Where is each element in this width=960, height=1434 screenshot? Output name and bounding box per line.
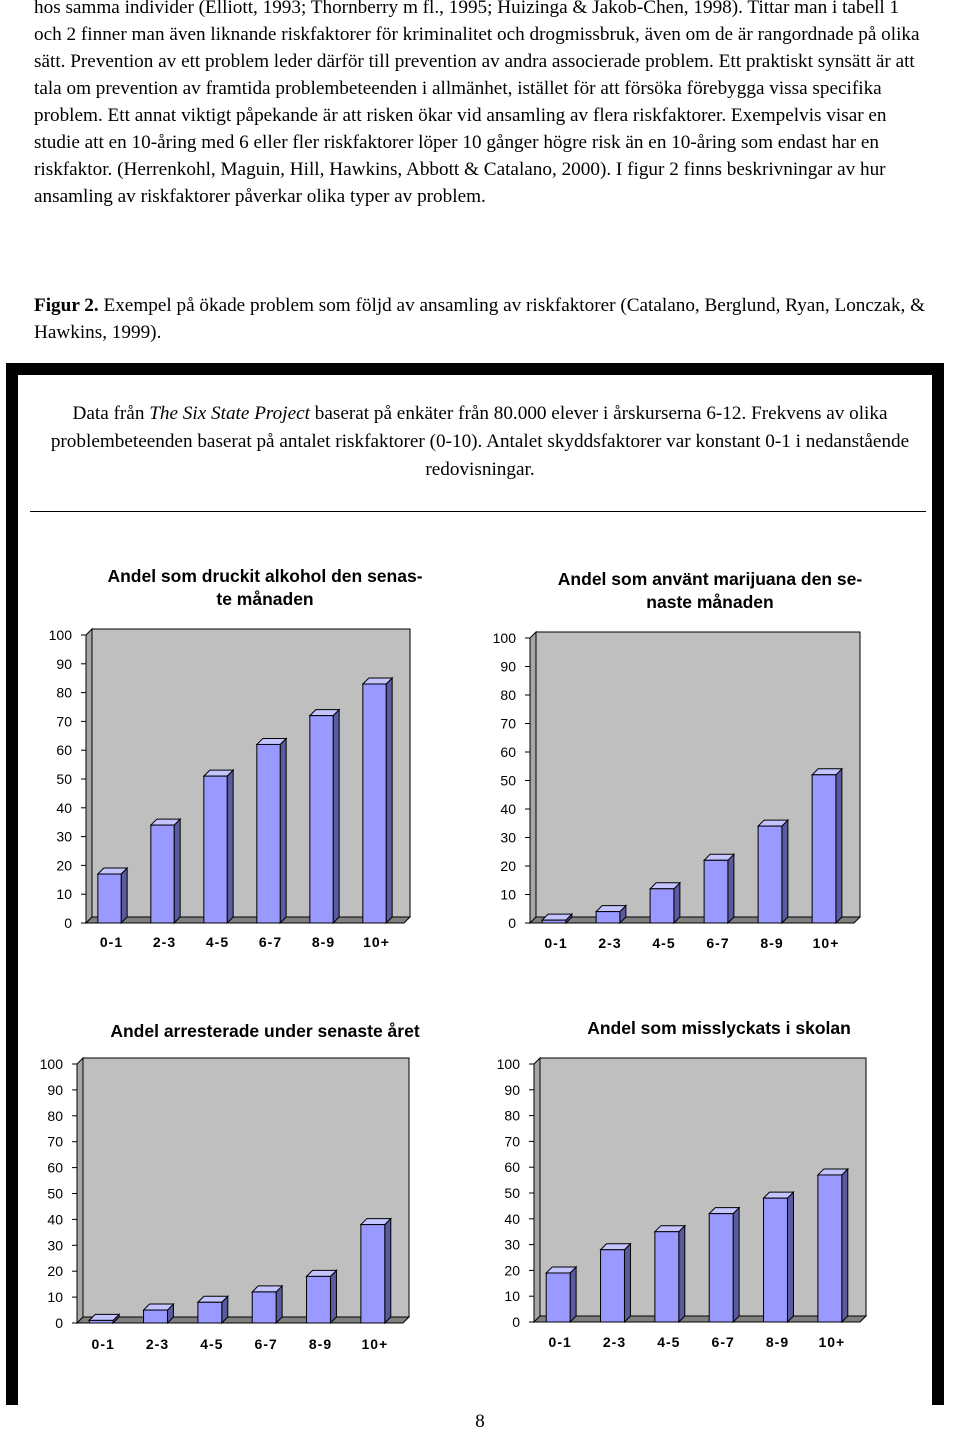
- y-tick-label: 70: [47, 1133, 63, 1150]
- y-tick-label: 0: [55, 1315, 63, 1331]
- y-tick-label: 80: [504, 1107, 520, 1124]
- bar-side: [674, 883, 680, 923]
- bar: [98, 868, 127, 923]
- y-tick-label: 100: [39, 1056, 63, 1072]
- y-tick-label: 20: [500, 858, 516, 874]
- bar-side: [624, 1244, 630, 1322]
- bar: [818, 1169, 848, 1322]
- x-tick-label: 10+: [363, 934, 390, 950]
- x-tick-label: 4-5: [652, 935, 676, 951]
- x-tick-label: 2-3: [145, 1336, 170, 1352]
- bar-top: [252, 1286, 282, 1292]
- figure-intro: [30, 400, 930, 484]
- bar: [151, 819, 180, 923]
- x-tick-label: 10+: [812, 935, 840, 951]
- bar: [198, 1296, 228, 1323]
- y-tick-label: 100: [492, 630, 516, 646]
- plot-floor: [77, 1317, 409, 1323]
- bar-top: [709, 1208, 739, 1214]
- y-tick-label: 30: [56, 828, 72, 845]
- figure-caption-text: Exempel på ökade problem som följd av ansamling av riskfaktorer (Catalano, Berglund, Ryan, Lonczak, & Hawkins, 1999).: [34, 295, 926, 343]
- bar-top: [307, 1270, 337, 1276]
- bar-side: [679, 1226, 685, 1322]
- y-tick-label: 80: [47, 1107, 63, 1124]
- y-tick-label: 0: [64, 915, 72, 931]
- bar-front: [709, 1214, 733, 1322]
- x-tick-label: 8-9: [308, 1336, 333, 1352]
- bar-front: [542, 920, 566, 923]
- y-tick-label: 50: [504, 1185, 520, 1201]
- bar-front: [307, 1276, 331, 1323]
- chart-marijuana: [478, 560, 908, 960]
- y-tick-label: 10: [500, 886, 516, 903]
- plot-floor: [534, 1316, 866, 1322]
- bar-front: [655, 1232, 679, 1322]
- chart-title-line: Andel som misslyckats i skolan: [587, 1018, 851, 1038]
- y-tick-label: 40: [504, 1210, 520, 1227]
- y-tick-label: 0: [508, 915, 516, 931]
- plot-side-wall: [530, 632, 536, 923]
- x-tick-label: 0-1: [548, 1334, 572, 1350]
- bar: [252, 1286, 282, 1323]
- bar: [655, 1226, 685, 1322]
- bar: [812, 769, 842, 923]
- bar-top: [812, 769, 842, 775]
- bar-front: [812, 775, 836, 923]
- y-tick-label: 90: [500, 658, 516, 675]
- bar-top: [818, 1169, 848, 1175]
- y-tick-label: 70: [504, 1133, 520, 1150]
- bar-front: [764, 1198, 788, 1322]
- y-tick-label: 70: [56, 713, 72, 730]
- bar: [310, 710, 339, 923]
- x-tick-label: 6-7: [258, 934, 283, 950]
- figure-caption: [34, 292, 929, 346]
- bar-side: [836, 769, 842, 923]
- y-tick-label: 90: [56, 655, 72, 672]
- bar: [704, 854, 734, 923]
- plot-back-wall: [536, 632, 860, 917]
- bar-top: [198, 1296, 228, 1302]
- y-tick-label: 0: [512, 1314, 520, 1330]
- y-tick-label: 50: [47, 1185, 63, 1202]
- bar-top: [764, 1192, 794, 1198]
- y-tick-label: 60: [504, 1159, 520, 1176]
- x-tick-label: 10+: [361, 1336, 389, 1352]
- y-tick-label: 50: [56, 771, 72, 787]
- figure-divider: [30, 511, 926, 512]
- bar-front: [198, 1302, 222, 1323]
- bar-side: [570, 1267, 576, 1322]
- chart-title-line: Andel som druckit alkohol den senas-: [107, 566, 423, 586]
- bar: [257, 738, 286, 923]
- plot-side-wall: [86, 629, 92, 923]
- plot-side-wall: [77, 1058, 83, 1323]
- bar: [89, 1314, 119, 1323]
- x-tick-label: 6-7: [711, 1334, 735, 1350]
- y-tick-label: 20: [56, 857, 72, 874]
- bar-front: [204, 776, 227, 923]
- plot-floor: [530, 917, 860, 923]
- bar-top: [98, 868, 127, 874]
- bar: [650, 883, 680, 923]
- y-tick-label: 80: [56, 684, 72, 701]
- bar-side: [842, 1169, 848, 1322]
- x-tick-label: 2-3: [602, 1334, 627, 1350]
- bar-front: [596, 912, 620, 923]
- bar-top: [704, 854, 734, 860]
- page-number: 8: [475, 1411, 485, 1432]
- bar-side: [174, 819, 180, 923]
- bar: [596, 906, 626, 923]
- x-tick-label: 2-3: [152, 934, 177, 950]
- y-tick-label: 20: [47, 1263, 63, 1280]
- bar: [758, 820, 788, 923]
- y-tick-label: 20: [504, 1262, 520, 1279]
- bar: [307, 1270, 337, 1323]
- bar: [546, 1267, 576, 1322]
- chart-title-line: Andel som använt marijuana den se-: [557, 569, 863, 589]
- figure-caption-label: Figur 2.: [34, 295, 99, 316]
- y-tick-label: 10: [56, 886, 72, 903]
- bar-front: [151, 825, 174, 923]
- bar-top: [601, 1244, 631, 1250]
- y-tick-label: 60: [56, 742, 72, 759]
- bar-top: [655, 1226, 685, 1232]
- x-tick-label: 0-1: [99, 934, 124, 950]
- y-tick-label: 40: [47, 1211, 63, 1228]
- y-tick-label: 30: [47, 1237, 63, 1254]
- figure-intro-source: The Six State Project: [149, 403, 310, 424]
- bar-front: [758, 826, 782, 923]
- plot-floor: [86, 917, 410, 923]
- y-tick-label: 40: [56, 799, 72, 816]
- bar-front: [601, 1250, 625, 1322]
- plot-back-wall: [83, 1058, 409, 1317]
- y-tick-label: 100: [496, 1056, 520, 1072]
- bar-top: [542, 914, 572, 920]
- chart-title-line: te månaden: [216, 589, 314, 609]
- y-tick-label: 30: [504, 1236, 520, 1253]
- chart-title-line: Andel arresterade under senaste året: [110, 1021, 420, 1041]
- y-tick-label: 60: [500, 744, 516, 760]
- plot-back-wall: [92, 629, 410, 917]
- bar: [144, 1304, 174, 1323]
- bar-side: [227, 770, 233, 923]
- chart-school-failure: [484, 1010, 914, 1360]
- figure-intro-rest: baserat på enkäter från 80.000 elever i årskurserna 6-12. Frekvens av olika problembeteenden baserat på antalet riskfaktorer (0-10). Antalet skyddsfaktorer var konstant 0-1 i nedanstående redovisningar.: [50, 403, 910, 480]
- bar-side: [333, 710, 339, 923]
- bar-side: [121, 868, 127, 923]
- bar-front: [650, 889, 674, 923]
- y-tick-label: 80: [500, 687, 516, 703]
- chart-title-line: naste månaden: [646, 592, 774, 612]
- chart-alcohol: [30, 560, 460, 960]
- bar-top: [144, 1304, 174, 1310]
- bar-top: [151, 819, 180, 825]
- x-tick-label: 6-7: [254, 1336, 278, 1352]
- bar-top: [650, 883, 680, 889]
- bar-top: [89, 1314, 119, 1320]
- bar: [204, 770, 233, 923]
- bar-front: [361, 1225, 385, 1323]
- bar-front: [144, 1310, 168, 1323]
- y-tick-label: 50: [500, 772, 516, 789]
- bar: [601, 1244, 631, 1322]
- chart-arrested: [25, 1010, 455, 1360]
- x-tick-label: 8-9: [765, 1334, 790, 1350]
- y-tick-label: 90: [504, 1081, 520, 1098]
- bar-side: [386, 678, 392, 923]
- y-tick-label: 100: [48, 627, 72, 643]
- bar: [542, 914, 572, 923]
- x-tick-label: 0-1: [91, 1336, 115, 1352]
- y-tick-label: 70: [500, 715, 516, 732]
- plot-back-wall: [540, 1058, 866, 1316]
- bar: [361, 1219, 391, 1323]
- bar: [709, 1208, 739, 1322]
- bar-front: [363, 684, 386, 923]
- x-tick-label: 10+: [818, 1334, 846, 1350]
- bar-side: [728, 854, 734, 923]
- x-tick-label: 2-3: [598, 935, 622, 951]
- y-tick-label: 60: [47, 1159, 63, 1176]
- bar-side: [733, 1208, 739, 1322]
- figure-intro-prefix: Data från: [72, 403, 145, 424]
- bar-side: [787, 1192, 793, 1322]
- plot-side-wall: [534, 1058, 540, 1322]
- bar-front: [252, 1292, 276, 1323]
- bar-front: [546, 1273, 570, 1322]
- bar-top: [204, 770, 233, 776]
- bar-side: [330, 1270, 336, 1323]
- bar-front: [818, 1175, 842, 1322]
- bar: [363, 678, 392, 923]
- bar-side: [782, 820, 788, 923]
- bar-top: [310, 710, 339, 716]
- y-tick-label: 40: [500, 801, 516, 817]
- y-tick-label: 30: [500, 829, 516, 846]
- bar-top: [596, 906, 626, 912]
- x-tick-label: 8-9: [760, 935, 784, 951]
- x-tick-label: 6-7: [706, 935, 730, 951]
- bar-top: [546, 1267, 576, 1273]
- bar-top: [758, 820, 788, 826]
- bar-top: [361, 1219, 391, 1225]
- x-tick-label: 4-5: [200, 1336, 224, 1352]
- x-tick-label: 4-5: [205, 934, 230, 950]
- bar-front: [257, 744, 280, 923]
- bar-front: [704, 860, 728, 923]
- body-paragraph: hos samma individer (Elliott, 1993; Thornberry m fl., 1995; Huizinga & Jakob-Chen, 1998). Tittar man i tabell 1 och 2 finner man även liknande riskfaktorer för kriminalitet och drogmissbruk, även om de är rangordnade på olika sätt. Prevention av ett problem leder därför till prevention av andra associerade problem. Ett praktiskt synsätt är att tala om prevention av framtida problembeteenden i allmänhet, istället för att försöka förebygga vissa specifika problem. Ett annat viktigt påpekande är att risken ökar vid ansamling av flera riskfaktorer. Exempelvis visar en studie att en 10-åring med 6 eller fler riskfaktorer löper 10 gånger högre risk än en 10-åring som endast har en riskfaktor. (Herrenkohl, Maguin, Hill, Hawkins, Abbott & Catalano, 2000). I figur 2 finns beskrivningar av hur ansamling av riskfaktorer påverkar olika typer av problem.: [34, 0, 920, 207]
- bar-side: [280, 738, 286, 923]
- bar-front: [310, 716, 333, 923]
- bar-front: [98, 874, 121, 923]
- bar-front: [89, 1320, 113, 1323]
- bar-side: [385, 1219, 391, 1323]
- x-tick-label: 0-1: [544, 935, 568, 951]
- y-tick-label: 10: [504, 1288, 520, 1305]
- bar-top: [257, 738, 286, 744]
- bar: [764, 1192, 794, 1322]
- bar-top: [363, 678, 392, 684]
- x-tick-label: 8-9: [311, 934, 336, 950]
- y-tick-label: 10: [47, 1289, 63, 1306]
- x-tick-label: 4-5: [657, 1334, 681, 1350]
- y-tick-label: 90: [47, 1081, 63, 1098]
